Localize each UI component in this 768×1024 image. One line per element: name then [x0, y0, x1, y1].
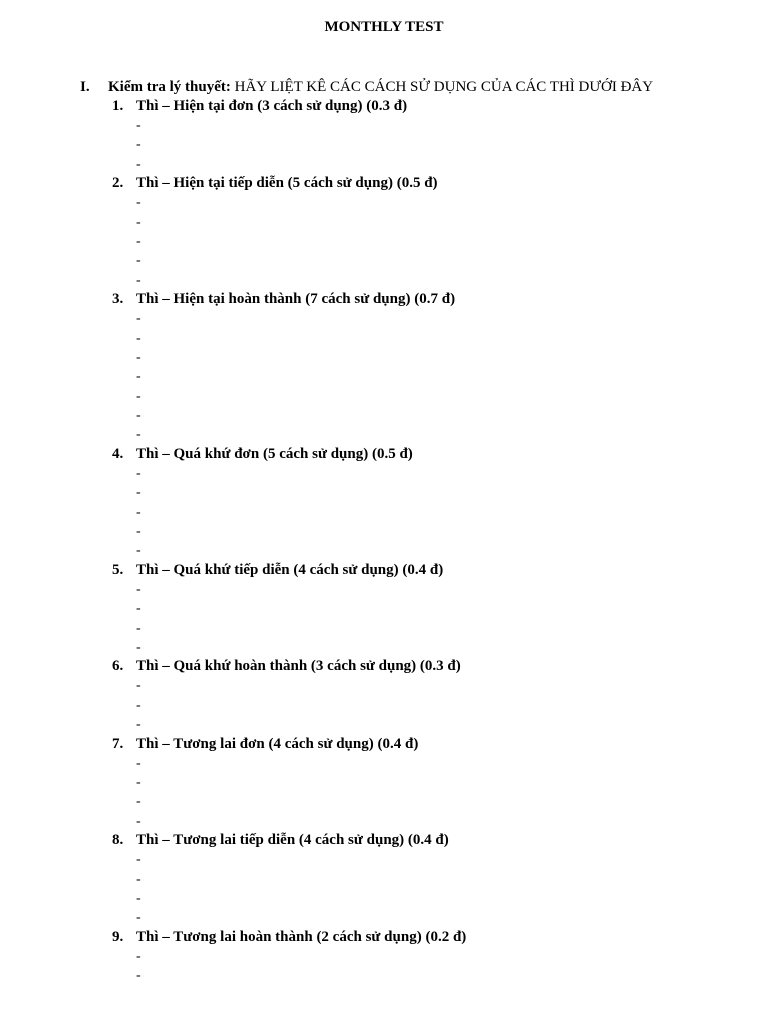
answer-blank: -	[136, 794, 141, 810]
question-item	[112, 928, 748, 986]
question-item	[112, 561, 748, 658]
question-heading	[112, 831, 748, 850]
question-number: 1.	[112, 98, 124, 114]
answer-blank: -	[136, 272, 141, 288]
answer-blank: -	[136, 156, 141, 172]
answer-blank: -	[136, 755, 141, 771]
question-item	[112, 445, 748, 561]
question-heading	[112, 97, 748, 116]
answer-blank: -	[136, 388, 141, 404]
question-text: Thì – Quá khứ tiếp diễn (4 cách sử dụng) (0.4 đ)	[136, 561, 444, 578]
answer-blank: -	[136, 717, 141, 733]
answer-blank: -	[136, 233, 141, 249]
answer-blank: -	[136, 137, 141, 153]
question-item	[112, 735, 748, 832]
answer-blank: -	[136, 852, 141, 868]
answer-blank: -	[136, 678, 141, 694]
answer-blank: -	[136, 968, 141, 984]
question-number: 5.	[112, 561, 124, 578]
answer-blank: -	[136, 214, 141, 230]
answer-blank: -	[136, 349, 141, 365]
question-text: Thì – Tương lai tiếp diễn (4 cách sử dụng) (0.4 đ)	[136, 832, 449, 849]
question-number: 8.	[112, 832, 124, 849]
answer-blank: -	[136, 465, 141, 481]
answer-blank: -	[136, 890, 141, 906]
page-title: MONTHLY TEST	[324, 19, 444, 35]
question-text: Thì – Hiện tại tiếp diễn (5 cách sử dụng) (0.5 đ)	[136, 175, 438, 192]
question-item	[112, 657, 748, 734]
answer-blank: -	[136, 524, 141, 540]
question-item	[112, 831, 748, 928]
question-item	[112, 290, 748, 445]
question-heading	[112, 657, 748, 676]
question-text: Thì – Quá khứ đơn (5 cách sử dụng) (0.5 đ)	[136, 445, 413, 462]
answer-blank: -	[136, 504, 141, 520]
question-number: 3.	[112, 291, 124, 308]
section-instruction: HÃY LIỆT KÊ CÁC CÁCH SỬ DỤNG CỦA CÁC THÌ DƯỚI ĐÂY	[234, 79, 654, 95]
answer-blank: -	[136, 948, 141, 964]
answer-blank: -	[136, 195, 141, 211]
question-number: 7.	[112, 735, 124, 752]
answer-blank: -	[136, 581, 141, 597]
answer-blank: -	[136, 485, 141, 501]
question-heading	[112, 445, 748, 464]
question-number: 4.	[112, 445, 124, 462]
question-text: Thì – Tương lai hoàn thành (2 cách sử dụng) (0.2 đ)	[136, 928, 467, 945]
question-heading	[112, 735, 748, 754]
question-number: 9.	[112, 928, 124, 945]
answer-blank: -	[136, 369, 141, 385]
section-numeral: I.	[80, 79, 90, 95]
section-label: Kiểm tra lý thuyết:	[108, 79, 231, 95]
answer-blank: -	[136, 311, 141, 327]
answer-blank: -	[136, 543, 141, 559]
section-heading	[80, 78, 748, 97]
answer-blank: -	[136, 697, 141, 713]
answer-blank: -	[136, 774, 141, 790]
answer-blank: -	[136, 253, 141, 269]
answer-blank: -	[136, 408, 141, 424]
question-heading	[112, 928, 748, 947]
answer-blank: -	[136, 910, 141, 926]
question-text: Thì – Hiện tại đơn (3 cách sử dụng) (0.3 đ)	[136, 98, 408, 114]
question-number: 6.	[112, 658, 124, 675]
question-item	[112, 97, 748, 174]
answer-blank: -	[136, 813, 141, 829]
question-heading	[112, 290, 748, 309]
question-item	[112, 174, 748, 290]
answer-blank: -	[136, 871, 141, 887]
question-text: Thì – Tương lai đơn (4 cách sử dụng) (0.4 đ)	[136, 735, 419, 752]
question-heading	[112, 561, 748, 580]
question-list	[112, 97, 748, 985]
question-text: Thì – Quá khứ hoàn thành (3 cách sử dụng) (0.3 đ)	[136, 658, 461, 675]
question-heading	[112, 174, 748, 193]
answer-blank: -	[136, 639, 141, 655]
answer-blank: -	[136, 601, 141, 617]
answer-blank: -	[136, 427, 141, 443]
answer-blank: -	[136, 620, 141, 636]
question-number: 2.	[112, 175, 124, 192]
question-text: Thì – Hiện tại hoàn thành (7 cách sử dụng) (0.7 đ)	[136, 291, 456, 308]
answer-blank: -	[136, 330, 141, 346]
answer-blank: -	[136, 118, 141, 133]
